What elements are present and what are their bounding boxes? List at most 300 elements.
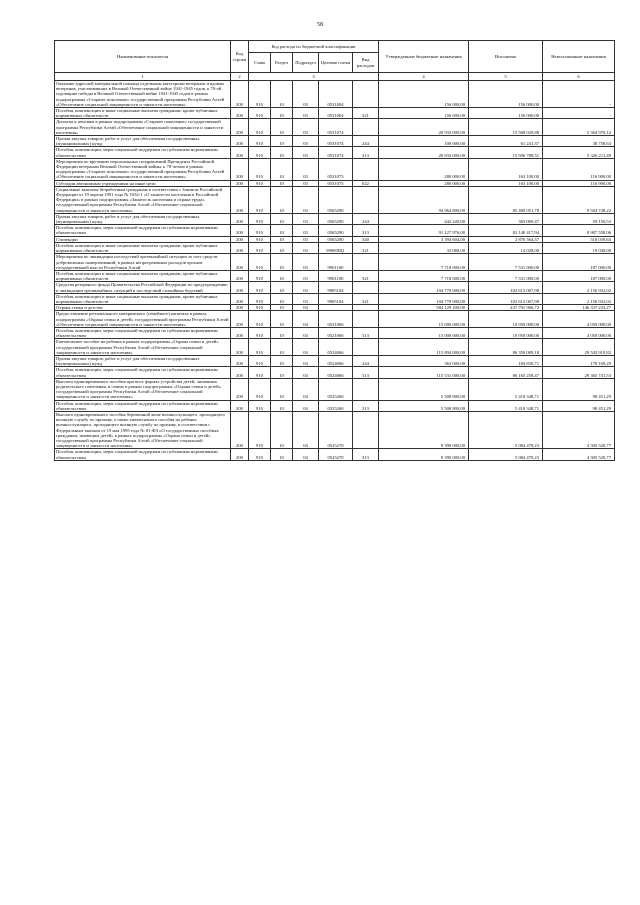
cell-executed: 5 410 348,71 xyxy=(469,400,543,411)
cell-line-code: 200 xyxy=(231,282,249,293)
cell-executed: 5 410 348,71 xyxy=(469,378,543,400)
cell-razdel: 10 xyxy=(271,339,293,356)
cell-unexecuted: 5 326 211,49 xyxy=(543,147,615,158)
cell-unexecuted: 4 050 000,00 xyxy=(543,327,615,338)
table-row xyxy=(55,311,615,328)
col-number: 5 xyxy=(469,73,543,81)
cell-glava: 910 xyxy=(249,119,271,136)
cell-executed: 383 069,47 xyxy=(469,213,543,224)
cell-executed: 10 950 000,00 xyxy=(469,311,543,328)
cell-approved: 15 000 000,00 xyxy=(379,327,469,338)
cell-vid xyxy=(353,158,379,180)
cell-razdel: 10 xyxy=(271,242,293,253)
cell-executed: 184 830,71 xyxy=(469,355,543,366)
cell-glava: 910 xyxy=(249,186,271,213)
table-row xyxy=(55,378,615,400)
cell-line-code: 200 xyxy=(231,180,249,186)
table-header xyxy=(55,41,615,81)
col-number: 6 xyxy=(543,73,615,81)
cell-unexecuted: 8 987 558,06 xyxy=(543,225,615,236)
cell-target: 0531075 xyxy=(319,158,353,180)
cell-glava: 910 xyxy=(249,327,271,338)
table-row xyxy=(55,136,615,147)
cell-vid: 313 xyxy=(353,327,379,338)
cell-glava: 910 xyxy=(249,147,271,158)
cell-unexecuted: 38 758,63 xyxy=(543,136,615,147)
cell-razdel: 10 xyxy=(271,378,293,400)
cell-line-code: 200 xyxy=(231,254,249,271)
cell-podrazdel: 03 xyxy=(293,282,319,293)
cell-unexecuted: 59 150,53 xyxy=(543,213,615,224)
cell-line-code: 200 xyxy=(231,449,249,460)
cell-line-code: 200 xyxy=(231,119,249,136)
cell-glava: 910 xyxy=(249,339,271,356)
table-row xyxy=(55,242,615,253)
cell-target: 99000Щ1 xyxy=(319,242,353,253)
cell-glava: 910 xyxy=(249,81,271,108)
header-vid: Вид расходов xyxy=(353,53,379,73)
cell-glava: 910 xyxy=(249,355,271,366)
cell-target: 0525270 xyxy=(319,411,353,448)
cell-line-code: 200 xyxy=(231,225,249,236)
cell-unexecuted: 4 050 000,00 xyxy=(543,311,615,328)
cell-line-code: 200 xyxy=(231,367,249,378)
cell-razdel: 10 xyxy=(271,293,293,304)
cell-unexecuted: 116 900,00 xyxy=(543,158,615,180)
budget-table-container xyxy=(54,40,614,461)
cell-name: Оказание адресной материальной помощи отдельным категориям ветеранов и вдовам ветеранов, участвовавших в Великой Отечественной войне 1941-1945 годов, к 70-ой годовщине победы в Великой Отечественной войне 1941-1945 годов в рамках подпрограммы «Старшее поколение» государственной программы Республики Алтай «Обеспечение социальной защищенности и занятости населения» xyxy=(55,81,231,108)
header-target: Целевая статья xyxy=(319,53,353,73)
cell-vid xyxy=(353,119,379,136)
cell-executed: 86 165 258,47 xyxy=(469,367,543,378)
cell-vid xyxy=(353,186,379,213)
col-number: 2 xyxy=(231,73,249,81)
cell-razdel: 10 xyxy=(271,158,293,180)
cell-razdel: 10 xyxy=(271,136,293,147)
header-name: Наименование показателя xyxy=(55,41,231,73)
cell-target: 0525260 xyxy=(319,378,353,400)
cell-podrazdel: 03 xyxy=(293,119,319,136)
cell-line-code: 200 xyxy=(231,186,249,213)
cell-vid xyxy=(353,378,379,400)
header-glava: Глава xyxy=(249,53,271,73)
cell-target: 0525260 xyxy=(319,400,353,411)
cell-vid xyxy=(353,339,379,356)
cell-unexecuted: 19 040,00 xyxy=(543,242,615,253)
cell-line-code: 200 xyxy=(231,293,249,304)
cell-executed: 15 568 029,88 xyxy=(469,119,543,136)
cell-glava: 910 xyxy=(249,282,271,293)
cell-target: 0524066 xyxy=(319,367,353,378)
cell-podrazdel: 03 xyxy=(293,147,319,158)
cell-line-code: 200 xyxy=(231,236,249,242)
cell-vid: 313 xyxy=(353,147,379,158)
cell-unexecuted: 116 900,00 xyxy=(543,180,615,186)
cell-target: 0524066 xyxy=(319,355,353,366)
cell-name: Пособия, компенсации, меры социальной поддержки по публичным нормативным обязательствам xyxy=(55,449,231,460)
cell-line-code: 200 xyxy=(231,242,249,253)
cell-podrazdel: 04 xyxy=(293,378,319,400)
cell-name: Мероприятия по ликвидации последствий чрезвычайной ситуации за счет средств добровольных пожертвований, в рамках непрограммных расходов органов государственной власти Республики Алтай xyxy=(55,254,231,271)
cell-executed: 156 000,00 xyxy=(469,108,543,119)
cell-unexecuted: 187 000,00 xyxy=(543,254,615,271)
cell-vid: 313 xyxy=(353,367,379,378)
cell-name: Прочая закупка товаров, работ и услуг для обеспечения государственных (муниципальных) нужд xyxy=(55,213,231,224)
cell-name: Пособия, компенсации и иные социальные выплаты гражданам, кроме публичных нормативных обязательств xyxy=(55,242,231,253)
table-row xyxy=(55,108,615,119)
cell-executed: 7 531 000,00 xyxy=(469,254,543,271)
cell-podrazdel: 04 xyxy=(293,327,319,338)
cell-vid: 321 xyxy=(353,242,379,253)
table-row xyxy=(55,186,615,213)
cell-unexecuted: - xyxy=(543,108,615,119)
cell-podrazdel: 03 xyxy=(293,242,319,253)
page-number: 58 xyxy=(317,22,323,28)
cell-vid: 313 xyxy=(353,225,379,236)
cell-unexecuted: 2 156 932,02 xyxy=(543,293,615,304)
cell-target: 0531074 xyxy=(319,136,353,147)
cell-executed: 82 140 417,94 xyxy=(469,225,543,236)
cell-executed: 102 613 067,98 xyxy=(469,293,543,304)
cell-approved: 280 000,00 xyxy=(379,180,469,186)
cell-approved: 7 718 000,00 xyxy=(379,254,469,271)
cell-glava: 910 xyxy=(249,367,271,378)
col-number: 4 xyxy=(379,73,469,81)
cell-executed: 5 084 479,23 xyxy=(469,449,543,460)
cell-target: 0565290 xyxy=(319,225,353,236)
cell-glava: 910 xyxy=(249,225,271,236)
cell-approved: 584 129 200,00 xyxy=(379,305,469,311)
cell-name: Средства резервного фонда Правительства Российской Федерации по предупреждению и ликвидации чрезвычайных ситуаций и последствий стихийных бедствий xyxy=(55,282,231,293)
cell-executed: 437 791 966,73 xyxy=(469,305,543,311)
cell-name: Выплата единовременного пособия при всех формах устройства детей, лишенных родительского попечения, в семью в рамках подпрограммы «Охрана семьи и детей» государственной программы Республики Алтай «Обеспечение социальной защищенности и занятости населения» xyxy=(55,378,231,400)
cell-glava: 910 xyxy=(249,378,271,400)
cell-target: 0565290 xyxy=(319,186,353,213)
cell-razdel: 10 xyxy=(271,108,293,119)
cell-name: Прочая закупка товаров, работ и услуг для обеспечения государственных (муниципальных) нужд xyxy=(55,355,231,366)
header-approved: Утвержденные бюджетные назначения xyxy=(379,41,469,73)
table-row xyxy=(55,449,615,460)
cell-line-code: 200 xyxy=(231,311,249,328)
cell-name: Выплата единовременного пособия беременной жене военнослужащего, проходящего военную службу по призыву, а также ежемесячного пособия на ребенка военнослужащего, проходящего военную службу по призыву, в соответствии с Федеральным законом от 19 мая 1995 года № 81-ФЗ «О государственных пособиях гражданам, имеющим детей» в рамках подпрограммы «Охрана семьи и детей» государственной программы Республики Алтай «Обеспечение социальной защищенности и занятости населения» xyxy=(55,411,231,448)
cell-line-code: 200 xyxy=(231,108,249,119)
table-row xyxy=(55,411,615,448)
cell-target: 0565290 xyxy=(319,236,353,242)
cell-line-code: 200 xyxy=(231,378,249,400)
cell-approved: 9 390 000,00 xyxy=(379,449,469,460)
header-podrazdel: Подраздел xyxy=(293,53,319,73)
header-razdel: Раздел xyxy=(271,53,293,73)
cell-podrazdel: 03 xyxy=(293,293,319,304)
cell-executed: 86 350 089,18 xyxy=(469,339,543,356)
cell-approved: 156 000,00 xyxy=(379,81,469,108)
cell-approved: 363 000,00 xyxy=(379,355,469,366)
cell-target: 9901100 xyxy=(319,254,353,271)
cell-approved: 115 894 000,00 xyxy=(379,339,469,356)
cell-executed: 2 876 564,37 xyxy=(469,236,543,242)
cell-podrazdel: 04 xyxy=(293,355,319,366)
cell-name: Ежемесячное пособие на ребенка в рамках подпрограммы «Охрана семьи и детей» государственной программы Республики Алтай «Обеспечение социальной защищенности и занятости населения» xyxy=(55,339,231,356)
cell-executed: 7 531 000,00 xyxy=(469,270,543,281)
cell-glava: 910 xyxy=(249,305,271,311)
cell-name: Пособия, компенсации, меры социальной поддержки по публичным нормативным обязательствам xyxy=(55,367,231,378)
cell-razdel: 10 xyxy=(271,119,293,136)
cell-unexecuted: 146 337 233,27 xyxy=(543,305,615,311)
cell-unexecuted: 518 039,63 xyxy=(543,236,615,242)
cell-glava: 910 xyxy=(249,236,271,242)
cell-line-code: 200 xyxy=(231,305,249,311)
cell-unexecuted: 9 564 748,22 xyxy=(543,186,615,213)
cell-executed: 10 950 000,00 xyxy=(469,327,543,338)
cell-target: 0521066 xyxy=(319,327,353,338)
cell-podrazdel: 04 xyxy=(293,411,319,448)
cell-line-code: 200 xyxy=(231,400,249,411)
cell-executed: 61 241,37 xyxy=(469,136,543,147)
table-row xyxy=(55,158,615,180)
header-executed: Исполнено xyxy=(469,41,543,73)
table-row xyxy=(55,81,615,108)
column-number-row xyxy=(55,73,615,81)
table-row xyxy=(55,293,615,304)
cell-razdel: 10 xyxy=(271,355,293,366)
cell-vid xyxy=(353,311,379,328)
cell-approved: 104 770 000,00 xyxy=(379,293,469,304)
cell-unexecuted: 187 000,00 xyxy=(543,270,615,281)
cell-glava: 910 xyxy=(249,400,271,411)
table-body xyxy=(55,81,615,461)
cell-razdel: 10 xyxy=(271,81,293,108)
cell-razdel: 10 xyxy=(271,147,293,158)
col-number: 3 xyxy=(249,73,379,81)
cell-vid: 321 xyxy=(353,108,379,119)
cell-approved: 9 390 000,00 xyxy=(379,411,469,448)
cell-vid: 313 xyxy=(353,449,379,460)
cell-glava: 910 xyxy=(249,136,271,147)
cell-glava: 910 xyxy=(249,108,271,119)
cell-vid: 321 xyxy=(353,270,379,281)
cell-glava: 910 xyxy=(249,411,271,448)
cell-name: Субсидии автономным учреждениям на иные цели xyxy=(55,180,231,186)
cell-razdel: 10 xyxy=(271,327,293,338)
cell-podrazdel: 03 xyxy=(293,254,319,271)
cell-podrazdel: 04 xyxy=(293,311,319,328)
table-row xyxy=(55,355,615,366)
cell-line-code: 200 xyxy=(231,147,249,158)
cell-podrazdel: 03 xyxy=(293,136,319,147)
cell-vid xyxy=(353,254,379,271)
cell-executed: 163 100,00 xyxy=(469,158,543,180)
cell-approved: 442 220,00 xyxy=(379,213,469,224)
budget-execution-table xyxy=(54,40,615,461)
cell-approved: 3 394 604,00 xyxy=(379,236,469,242)
cell-vid: 321 xyxy=(353,293,379,304)
cell-unexecuted: 4 305 520,77 xyxy=(543,411,615,448)
cell-line-code: 200 xyxy=(231,213,249,224)
cell-target: 0524066 xyxy=(319,339,353,356)
cell-glava: 910 xyxy=(249,311,271,328)
cell-unexecuted: - xyxy=(543,81,615,108)
cell-glava: 910 xyxy=(249,180,271,186)
cell-razdel: 10 xyxy=(271,225,293,236)
cell-line-code: 200 xyxy=(231,339,249,356)
cell-razdel: 10 xyxy=(271,400,293,411)
cell-unexecuted: 4 305 520,77 xyxy=(543,449,615,460)
cell-razdel: 10 xyxy=(271,236,293,242)
cell-line-code: 200 xyxy=(231,327,249,338)
cell-approved: 15 000 000,00 xyxy=(379,311,469,328)
col-number: 1 xyxy=(55,73,231,81)
cell-razdel: 10 xyxy=(271,311,293,328)
cell-unexecuted: 98 451,29 xyxy=(543,378,615,400)
cell-approved: 7 718 000,00 xyxy=(379,270,469,281)
cell-target: 9905104 xyxy=(319,282,353,293)
cell-executed: 156 000,00 xyxy=(469,81,543,108)
cell-podrazdel: 04 xyxy=(293,305,319,311)
cell-name: Социальные выплаты безработным гражданам в соответствии с Законом Российской Федерации от 19 апреля 1991 года № 1032-1 «О занятости населения в Российской Федерации» в рамках подпрограммы «Занятость населения и охрана труда» государственной программы Республики Алтай «Обеспечение социальной защищенности и занятости населения» xyxy=(55,186,231,213)
cell-target: 0521066 xyxy=(319,311,353,328)
table-row xyxy=(55,147,615,158)
cell-razdel: 10 xyxy=(271,449,293,460)
cell-approved: 20 833 000,00 xyxy=(379,147,469,158)
cell-razdel: 10 xyxy=(271,213,293,224)
cell-unexecuted: 178 169,29 xyxy=(543,355,615,366)
cell-podrazdel: 04 xyxy=(293,367,319,378)
cell-glava: 910 xyxy=(249,293,271,304)
cell-glava: 910 xyxy=(249,213,271,224)
cell-target: 0531004 xyxy=(319,108,353,119)
cell-podrazdel: 03 xyxy=(293,158,319,180)
cell-target: 9901100 xyxy=(319,270,353,281)
cell-unexecuted: 5 364 970,12 xyxy=(543,119,615,136)
cell-target: 0531004 xyxy=(319,81,353,108)
cell-target: 0565290 xyxy=(319,213,353,224)
cell-executed: 5 084 479,23 xyxy=(469,411,543,448)
cell-approved: 91 127 976,00 xyxy=(379,225,469,236)
table-row xyxy=(55,400,615,411)
cell-target: 0531074 xyxy=(319,119,353,136)
cell-podrazdel: 03 xyxy=(293,213,319,224)
cell-line-code: 200 xyxy=(231,136,249,147)
cell-target: 9905104 xyxy=(319,293,353,304)
cell-podrazdel: 04 xyxy=(293,449,319,460)
cell-podrazdel: 03 xyxy=(293,180,319,186)
cell-name: Предоставление регионального материнского (семейного) капитала в рамках подпрограммы «Охрана семьи и детей» государственной программы Республики Алтай «Обеспечение социальной защищенности и занятости населения» xyxy=(55,311,231,328)
cell-line-code: 200 xyxy=(231,158,249,180)
cell-line-code: 200 xyxy=(231,355,249,366)
table-row xyxy=(55,327,615,338)
header-line-code: Код строки xyxy=(231,41,249,73)
cell-razdel: 10 xyxy=(271,282,293,293)
cell-approved: 5 508 800,00 xyxy=(379,400,469,411)
cell-glava: 910 xyxy=(249,254,271,271)
cell-vid xyxy=(353,81,379,108)
cell-vid xyxy=(353,411,379,448)
cell-approved: 115 531 000,00 xyxy=(379,367,469,378)
table-row xyxy=(55,339,615,356)
cell-razdel: 10 xyxy=(271,367,293,378)
cell-name: Прочая закупка товаров, работ и услуг для обеспечения государственных (муниципальных) нужд xyxy=(55,136,231,147)
cell-podrazdel: 03 xyxy=(293,108,319,119)
cell-podrazdel: 03 xyxy=(293,270,319,281)
table-row xyxy=(55,367,615,378)
cell-approved: 156 000,00 xyxy=(379,108,469,119)
table-row xyxy=(55,254,615,271)
table-row xyxy=(55,270,615,281)
cell-executed: 102 613 067,98 xyxy=(469,282,543,293)
cell-name: Охрана семьи и детства xyxy=(55,305,231,311)
table-row xyxy=(55,282,615,293)
cell-target: 0531074 xyxy=(319,147,353,158)
cell-name: Пособия, компенсации, меры социальной поддержки по публичным нормативным обязательствам xyxy=(55,400,231,411)
cell-target: 0525270 xyxy=(319,449,353,460)
cell-name: Мероприятия по вручению персональных поздравлений Президента Российской Федерации ветеранам Великой Отечественной войны, к 70-летию в рамках подпрограммы «Старшее поколение» государственной программы Республики Алтай «Обеспечение социальной защищенности и занятости населения» xyxy=(55,158,231,180)
cell-target: 0531075 xyxy=(319,180,353,186)
cell-line-code: 200 xyxy=(231,411,249,448)
cell-name: Стипендии xyxy=(55,236,231,242)
cell-glava: 910 xyxy=(249,449,271,460)
cell-razdel: 10 xyxy=(271,254,293,271)
cell-vid: 244 xyxy=(353,136,379,147)
cell-podrazdel: 04 xyxy=(293,400,319,411)
cell-line-code: 200 xyxy=(231,270,249,281)
cell-vid: 622 xyxy=(353,180,379,186)
table-row xyxy=(55,180,615,186)
cell-podrazdel: 03 xyxy=(293,225,319,236)
cell-approved: 104 770 000,00 xyxy=(379,282,469,293)
cell-razdel: 10 xyxy=(271,305,293,311)
cell-name: Пособия, компенсации, меры социальной поддержки по публичным нормативным обязательствам xyxy=(55,147,231,158)
cell-unexecuted: 29 543 910,82 xyxy=(543,339,615,356)
cell-razdel: 10 xyxy=(271,180,293,186)
cell-glava: 910 xyxy=(249,242,271,253)
cell-razdel: 10 xyxy=(271,411,293,448)
cell-name: Пособия, компенсации и иные социальные выплаты гражданам, кроме публичных нормативных обязательств xyxy=(55,108,231,119)
cell-approved: 33 068,00 xyxy=(379,242,469,253)
cell-podrazdel: 04 xyxy=(293,339,319,356)
cell-approved: 280 000,00 xyxy=(379,158,469,180)
cell-name: Пособия, компенсации, меры социальной поддержки по публичным нормативным обязательствам xyxy=(55,327,231,338)
cell-unexecuted: 2 156 932,02 xyxy=(543,282,615,293)
table-row xyxy=(55,213,615,224)
cell-razdel: 10 xyxy=(271,186,293,213)
cell-unexecuted: 29 365 741,53 xyxy=(543,367,615,378)
cell-vid xyxy=(353,282,379,293)
cell-glava: 910 xyxy=(249,158,271,180)
table-row xyxy=(55,119,615,136)
cell-razdel: 10 xyxy=(271,270,293,281)
cell-approved: 94 964 800,00 xyxy=(379,186,469,213)
cell-vid: 244 xyxy=(353,355,379,366)
header-classification: Код расхода по бюджетной классификации xyxy=(249,41,379,53)
cell-executed: 85 400 051,78 xyxy=(469,186,543,213)
cell-name: Пособия, компенсации, меры социальной поддержки по публичным нормативным обязательствам xyxy=(55,225,231,236)
cell-approved: 5 508 800,00 xyxy=(379,378,469,400)
cell-name: Пособия, компенсации и иные социальные выплаты гражданам, кроме публичных нормативных обязательств xyxy=(55,293,231,304)
cell-name: Пособия, компенсации и иные социальные выплаты гражданам, кроме публичных нормативных обязательств xyxy=(55,270,231,281)
cell-vid: 244 xyxy=(353,213,379,224)
cell-unexecuted: 98 451,29 xyxy=(543,400,615,411)
cell-executed: 14 028,00 xyxy=(469,242,543,253)
cell-vid: 340 xyxy=(353,236,379,242)
header-unexecuted: Неисполненные назначения xyxy=(543,41,615,73)
cell-approved: 20 933 000,00 xyxy=(379,119,469,136)
cell-vid: 313 xyxy=(353,400,379,411)
cell-line-code: 200 xyxy=(231,81,249,108)
cell-executed: 15 506 788,51 xyxy=(469,147,543,158)
cell-podrazdel: 03 xyxy=(293,236,319,242)
cell-approved: 100 000,00 xyxy=(379,136,469,147)
cell-executed: 163 100,00 xyxy=(469,180,543,186)
